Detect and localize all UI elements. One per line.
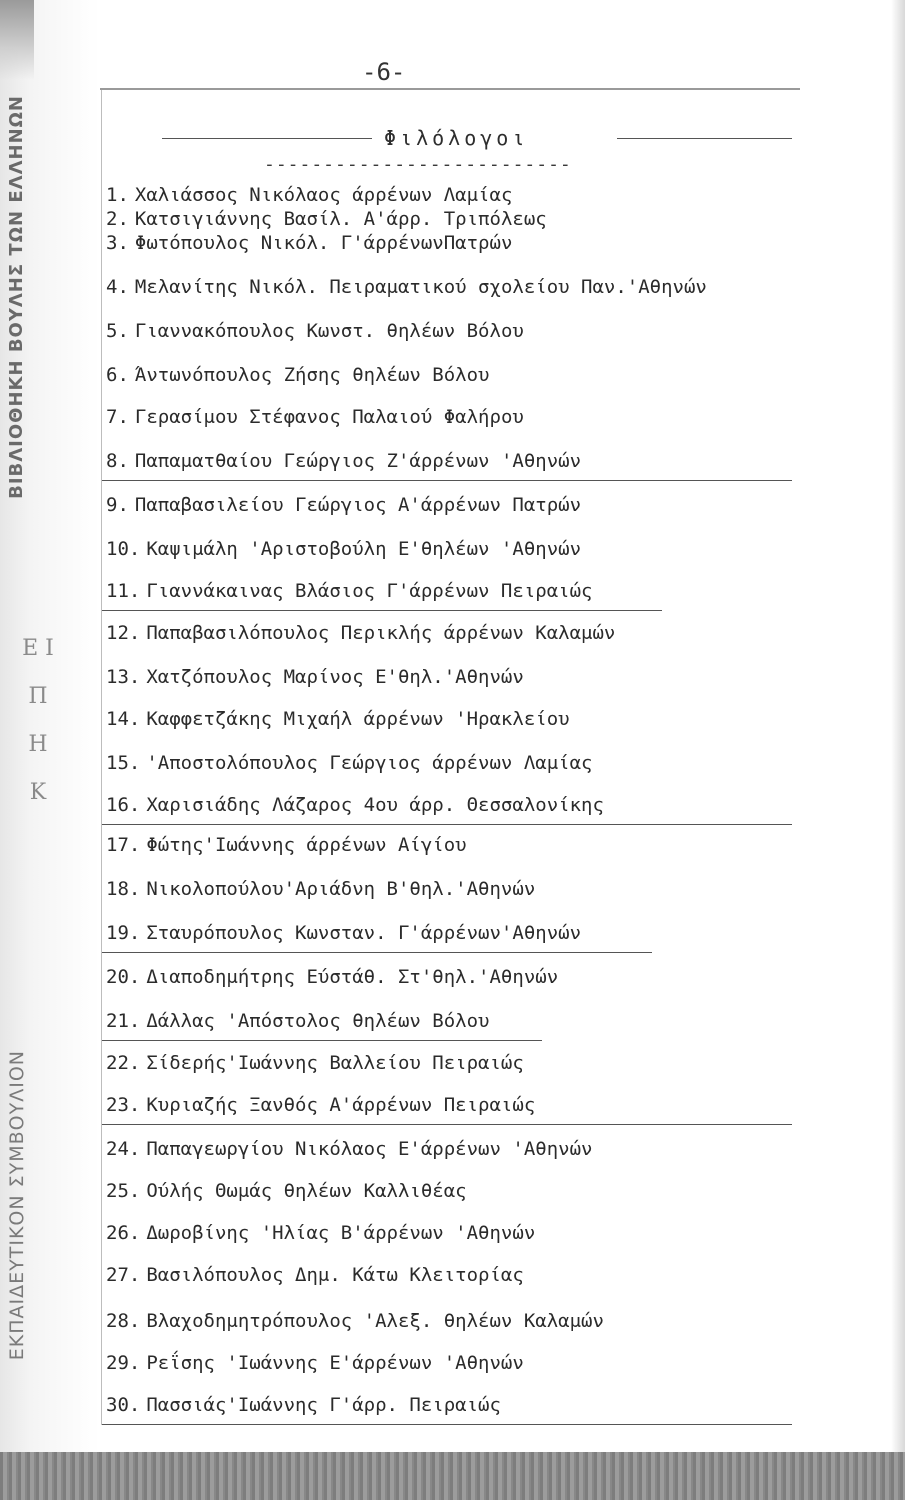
item-number: 1.	[106, 184, 129, 206]
list-item	[106, 1138, 592, 1168]
item-number: 28.	[106, 1310, 141, 1332]
item-number: 17.	[106, 834, 141, 856]
item-number: 9.	[106, 494, 129, 516]
list-item	[106, 834, 467, 864]
list-item	[106, 1352, 524, 1382]
list-item	[106, 1222, 535, 1252]
page-number: -6-	[362, 58, 406, 86]
item-text: Μελανίτης Νικόλ. Πειραματικού σχολείου Παν.'Αθηνών	[134, 276, 707, 298]
list-item	[106, 878, 535, 908]
item-text: Γιαννάκαινας Βλάσιος Γ'άρρένων Πειραιώς	[146, 580, 593, 602]
list-item	[106, 406, 524, 436]
list-item	[106, 1310, 604, 1340]
item-number: 7.	[106, 406, 129, 428]
list-item	[106, 1052, 524, 1082]
item-text: Πασσιάς'Ιωάννης Γ'άρρ. Πειραιώς	[146, 1394, 501, 1416]
scan-right-edge	[891, 0, 905, 1500]
item-number: 24.	[106, 1138, 141, 1160]
list-item	[106, 922, 581, 952]
list-item	[106, 752, 592, 782]
list-item	[106, 232, 512, 262]
list-item	[106, 708, 570, 738]
heading-underline: --------------------------	[264, 154, 572, 175]
item-text: Ρεΐσης 'Ιωάννης Ε'άρρένων 'Αθηνών	[146, 1352, 524, 1374]
item-number: 27.	[106, 1264, 141, 1286]
item-text: Γερασίμου Στέφανος Παλαιού Φαλήρου	[134, 406, 524, 428]
margin-seal: Ε Ι Π Η Κ	[22, 636, 54, 805]
item-number: 18.	[106, 878, 141, 900]
list-item	[106, 364, 490, 394]
item-number: 20.	[106, 966, 141, 988]
top-rule	[100, 88, 800, 90]
heading-dash-left	[162, 138, 372, 139]
item-number: 26.	[106, 1222, 141, 1244]
margin-library-stamp: ΒΙΒΛΙΟΘΗΚΗ ΒΟΥΛΗΣ ΤΩΝ ΕΛΛΗΝΩΝ	[6, 95, 27, 499]
heading-dash-right	[617, 138, 792, 139]
item-number: 22.	[106, 1052, 141, 1074]
item-number: 4.	[106, 276, 129, 298]
item-text: Ούλής Θωμάς θηλέων Καλλιθέας	[146, 1180, 467, 1202]
list-item	[106, 276, 707, 306]
item-text: Σταυρόπουλος Κωνσταν. Γ'άρρένων'Αθηνών	[146, 922, 582, 944]
item-number: 13.	[106, 666, 141, 688]
scan-binding-shadow	[0, 0, 34, 80]
list-item	[106, 1094, 535, 1124]
item-text: Βλαχοδημητρόπουλος 'Αλεξ. θηλέων Καλαμών	[146, 1310, 604, 1332]
item-text: Δωροβίνης 'Ηλίας Β'άρρένων 'Αθηνών	[146, 1222, 536, 1244]
list-item	[106, 966, 558, 996]
item-number: 11.	[106, 580, 141, 602]
list-item	[106, 1394, 501, 1424]
margin-council-stamp: ΕΚΠΑΙΔΕΥΤΙΚΟΝ ΣΥΜΒΟΥΛΙΟΝ	[6, 1050, 28, 1361]
item-text: Χατζόπουλος Μαρίνος Ε'θηλ.'Αθηνών	[146, 666, 524, 688]
list-item	[106, 580, 592, 610]
item-number: 19.	[106, 922, 141, 944]
item-number: 21.	[106, 1010, 141, 1032]
list-item	[106, 1180, 467, 1210]
item-text: Άντωνόπουλος Ζήσης θηλέων Βόλου	[134, 364, 490, 386]
item-text: Παπαβασιλείου Γεώργιος Α'άρρένων Πατρών	[134, 494, 582, 516]
scan-bottom-edge	[0, 1452, 905, 1500]
item-number: 29.	[106, 1352, 141, 1374]
item-text: Νικολοπούλου'Αριάδνη Β'θηλ.'Αθηνών	[146, 878, 536, 900]
item-number: 10.	[106, 538, 141, 560]
item-text: Χαρισιάδης Λάζαρος 4ου άρρ. Θεσσαλονίκης	[146, 794, 604, 816]
list-item	[106, 1010, 490, 1040]
item-text: Παπαγεωργίου Νικόλαος Ε'άρρένων 'Αθηνών	[146, 1138, 593, 1160]
section-heading	[102, 128, 792, 148]
item-text: Βασιλόπουλος Δημ. Κάτω Κλειτορίας	[146, 1264, 524, 1286]
item-text: Φώτης'Ιωάννης άρρένων Αίγίου	[146, 834, 467, 856]
item-number: 8.	[106, 450, 129, 472]
list-item	[106, 450, 581, 480]
item-number: 16.	[106, 794, 141, 816]
item-number: 23.	[106, 1094, 141, 1116]
list-item	[106, 538, 581, 568]
item-text: 'Αποστολόπουλος Γεώργιος άρρένων Λαμίας	[146, 752, 593, 774]
item-number: 30.	[106, 1394, 141, 1416]
item-text: Σίδερής'Ιωάννης Βαλλείου Πειραιώς	[146, 1052, 524, 1074]
list-item	[106, 666, 524, 696]
item-text: Διαποδημήτρης Εύστάθ. Στ'θηλ.'Αθηνών	[146, 966, 559, 988]
item-text: Κυριαζής Ξανθός Α'άρρένων Πειραιώς	[146, 1094, 536, 1116]
list-item	[106, 494, 581, 524]
list-item	[106, 622, 615, 652]
item-number: 6.	[106, 364, 129, 386]
item-text: Χαλιάσσος Νικόλαος άρρένων Λαμίας	[134, 184, 513, 206]
item-number: 3.	[106, 232, 129, 254]
left-margin-rule	[101, 90, 102, 1425]
item-text: Παπαματθαίου Γεώργιος Ζ'άρρένων 'Αθηνών	[134, 450, 582, 472]
item-text: Δάλλας 'Απόστολος θηλέων Βόλου	[146, 1010, 490, 1032]
list-item	[106, 794, 604, 824]
list-item	[106, 1264, 524, 1294]
item-number: 12.	[106, 622, 141, 644]
list-item	[106, 320, 524, 350]
item-text: Κατσιγιάννης Βασίλ. Α'άρρ. Τριπόλεως	[134, 208, 547, 230]
section-title: Φιλόλογοι	[384, 126, 529, 150]
item-text: Γιαννακόπουλος Κωνστ. θηλέων Βόλου	[134, 320, 524, 342]
item-number: 15.	[106, 752, 141, 774]
item-text: Παπαβασιλόπουλος Περικλής άρρένων Καλαμών	[146, 622, 616, 644]
item-number: 25.	[106, 1180, 141, 1202]
item-text: Καψιμάλη 'Αριστοβούλη Ε'θηλέων 'Αθηνών	[146, 538, 582, 560]
item-number: 5.	[106, 320, 129, 342]
item-number: 14.	[106, 708, 141, 730]
item-text: Καφφετζάκης Μιχαήλ άρρένων 'Ηρακλείου	[146, 708, 570, 730]
item-text: Φωτόπουλος Νικόλ. Γ'άρρένωνΠατρών	[134, 232, 513, 254]
item-number: 2.	[106, 208, 129, 230]
